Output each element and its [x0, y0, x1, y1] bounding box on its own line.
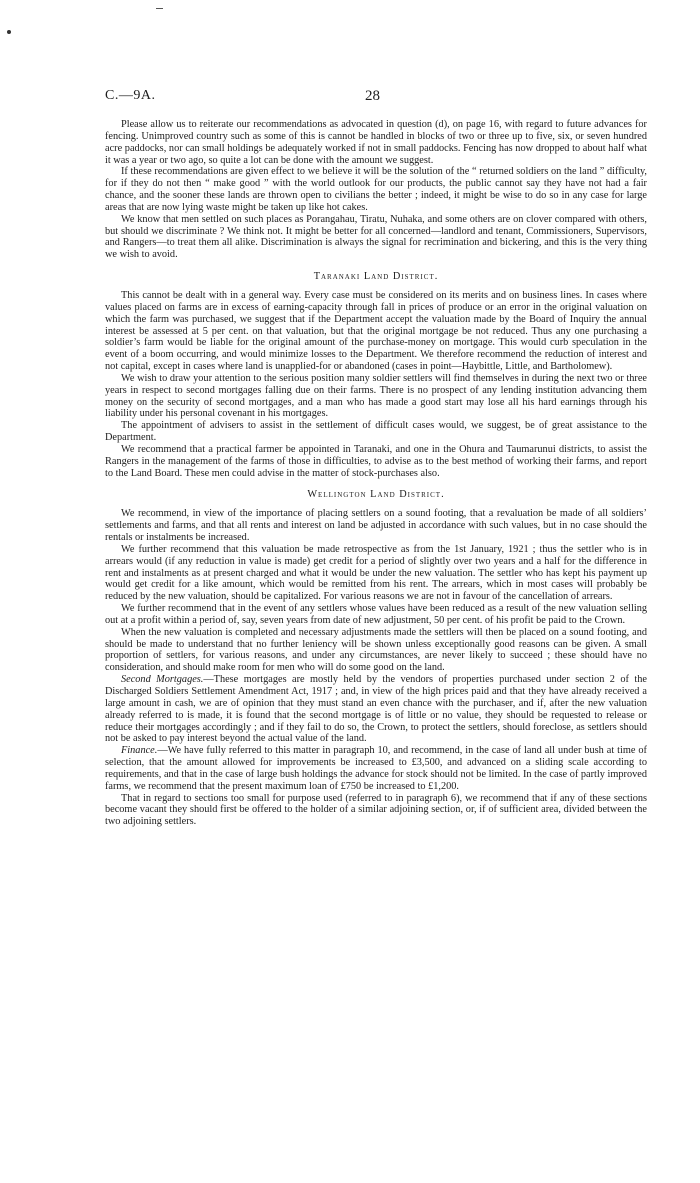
paragraph: We further recommend that in the event of any settlers whose values have been reduced as a result of the new valuation selling out at a profit within a period of, say, seven years from date of new adjustment, 50 per cent. of his profit be paid to the Crown.: [105, 603, 647, 626]
page-body: [105, 119, 647, 828]
paragraph: This cannot be dealt with in a general way. Every case must be considered on its merits and on business lines. In cases where values placed on farms are in excess of earning-capacity through fall in prices of produce or an error in the original valuation on which the farm was purchased, we suggest that if the Department accept the valuation made by the Board of Inquiry the annual interest be assessed at 5 per cent. on that valuation, but that the original mortgage be not reduced. Thus any one purchasing a soldier’s farm would be liable for the original amount of the purchase-money on mortgage. This would curb speculation in the event of a boom occurring, and would minimize losses to the Department. We therefore recommend the reduction of interest and not capital, except in cases where land is unapplied-for or abandoned (cases in point—Haybittle, Little, and Bartholomew).: [105, 289, 647, 373]
paragraph: When the new valuation is completed and necessary adjustments made the settlers will then be placed on a sound footing, and should be made to understand that no further leniency will be shown unless exceptionally good reasons can be given. A small proportion of settlers, for various reasons, and under any circumstances, are never likely to succeed ; these should have no consideration, and should make room for men who will do some good on the land.: [105, 626, 647, 674]
second-mortgages-label: Second Mortgages.: [121, 674, 204, 686]
document-series: C.—9A.: [105, 88, 156, 103]
paragraph: We know that men settled on such places as Porangahau, Tiratu, Nuhaka, and some others are on clover compared with others, but should we discriminate ? We think not. It might be better for all concerned—landlord and tenant, Commissioners, Supervisors, and Rangers—to treat them all alike. Discrimination is always the signal for recrimination and bickering, and this is the very thing we wish to avoid.: [105, 213, 647, 261]
section-heading-wellington: Wellington Land District.: [307, 489, 445, 501]
paragraph: We wish to draw your attention to the serious position many soldier settlers will find themselves in during the next two or three years in respect to second mortgages falling due on their farms. There is no prospect of any lending institution advancing them money on the security of second mortgages, and a man who has made a good start may lose all his hard earnings through his liability under his personal covenant in his mortgages.: [105, 372, 647, 420]
margin-dot: [7, 30, 11, 34]
finance-paragraph: [105, 745, 647, 792]
second-mortgages-text: —These mortgages are mostly held by the vendors of properties purchased under section 2 of the Discharged Soldiers Settlement Amendment Act, 1917 ; and, in view of the high prices paid and that they have already received a large amount in cash, we are of opinion that they must stand an even chance with the purchaser, and if, after the new valuation already referred to is made, it is found that the second mortgage is of little or no value, they should be requested to release or reduce their mortgages accordingly ; and if they fail to do so, the Crown, to protect the settlers, should foreclose, as settlers should not be asked to pay interest beyond the actual value of the land.: [105, 674, 648, 745]
margin-mark: [156, 8, 163, 9]
page-header: [0, 88, 700, 108]
section-heading-taranaki: Taranaki Land District.: [313, 271, 439, 283]
second-mortgages-paragraph: [105, 674, 647, 745]
finance-label: Finance.: [121, 745, 158, 757]
paragraph: We further recommend that this valuation be made retrospective as from the 1st January, 1921 ; thus the settler who is in arrears would (if any reduction in value is made) get credit for a period of slightly over two years and a half for the difference in rent and instalments as at present charged and what it would be under the new valuation. The settler who has kept his payment up would get credit for a like amount, which would be remitted from his rent. The arrears, which in most cases will probably be reduced by the new valuation, should be capitalized. For various reasons we are not in favour of the cancellation of arrears.: [105, 543, 647, 603]
paragraph: The appointment of advisers to assist in the settlement of difficult cases would, we suggest, be of great assistance to the Department.: [105, 420, 647, 444]
paragraph: We recommend that a practical farmer be appointed in Taranaki, and one in the Ohura and Taumarunui districts, to assist the Rangers in the management of the farms of those in difficulties, to advise as to the best method of working their farms, and report to the Land Board. These men could advise in the matter of stock-purchases also.: [105, 443, 647, 479]
paragraph: Please allow us to reiterate our recommendations as advocated in question (d), on page 16, with regard to future advances for fencing. Unimproved country such as some of this is cannot be handled in blocks of two or three up to five, six, or seven hundred acre paddocks, nor can small holdings be adequately worked if not in small paddocks. Fencing has now dropped to about half what it was a year or two ago, so quite a lot can be done with the amount we suggest.: [105, 119, 647, 166]
paragraph: We recommend, in view of the importance of placing settlers on a sound footing, that a revaluation be made of all soldiers’ settlements and farms, and that all rents and interest on land be adjusted in accordance with such values, but in no case should the rentals or instalments be increased.: [105, 508, 647, 543]
paragraph: If these recommendations are given effect to we believe it will be the solution of the “ returned soldiers on the land ” difficulty, for if they do not then “ make good ” with the world outlook for our products, the public cannot say they have not had a fair chance, and the sooner these lands are thrown open to civilians the better ; indeed, it might be wise to do so in any case for large areas that are now lying waste might be taken up like hot cakes.: [105, 166, 647, 213]
finance-text: —We have fully referred to this matter in paragraph 10, and recommend, in the case of land all under bush at time of selection, that the amount allowed for improvements be increased to £3,500, and advanced on a sliding scale according to requirements, and that in the case of large bush holdings the advance for stock should not be limited. In the case of partly improved farms, we recommend that the present maximum loan of £750 be increased to £1,200.: [105, 745, 647, 792]
page-number: 28: [365, 88, 380, 104]
paragraph: That in regard to sections too small for purpose used (referred to in paragraph 6), we recommend that if any of these sections become vacant they should first be offered to the holder of a similar adjoining section, or, if of sufficient area, divided between the two adjoining settlers.: [105, 792, 647, 828]
